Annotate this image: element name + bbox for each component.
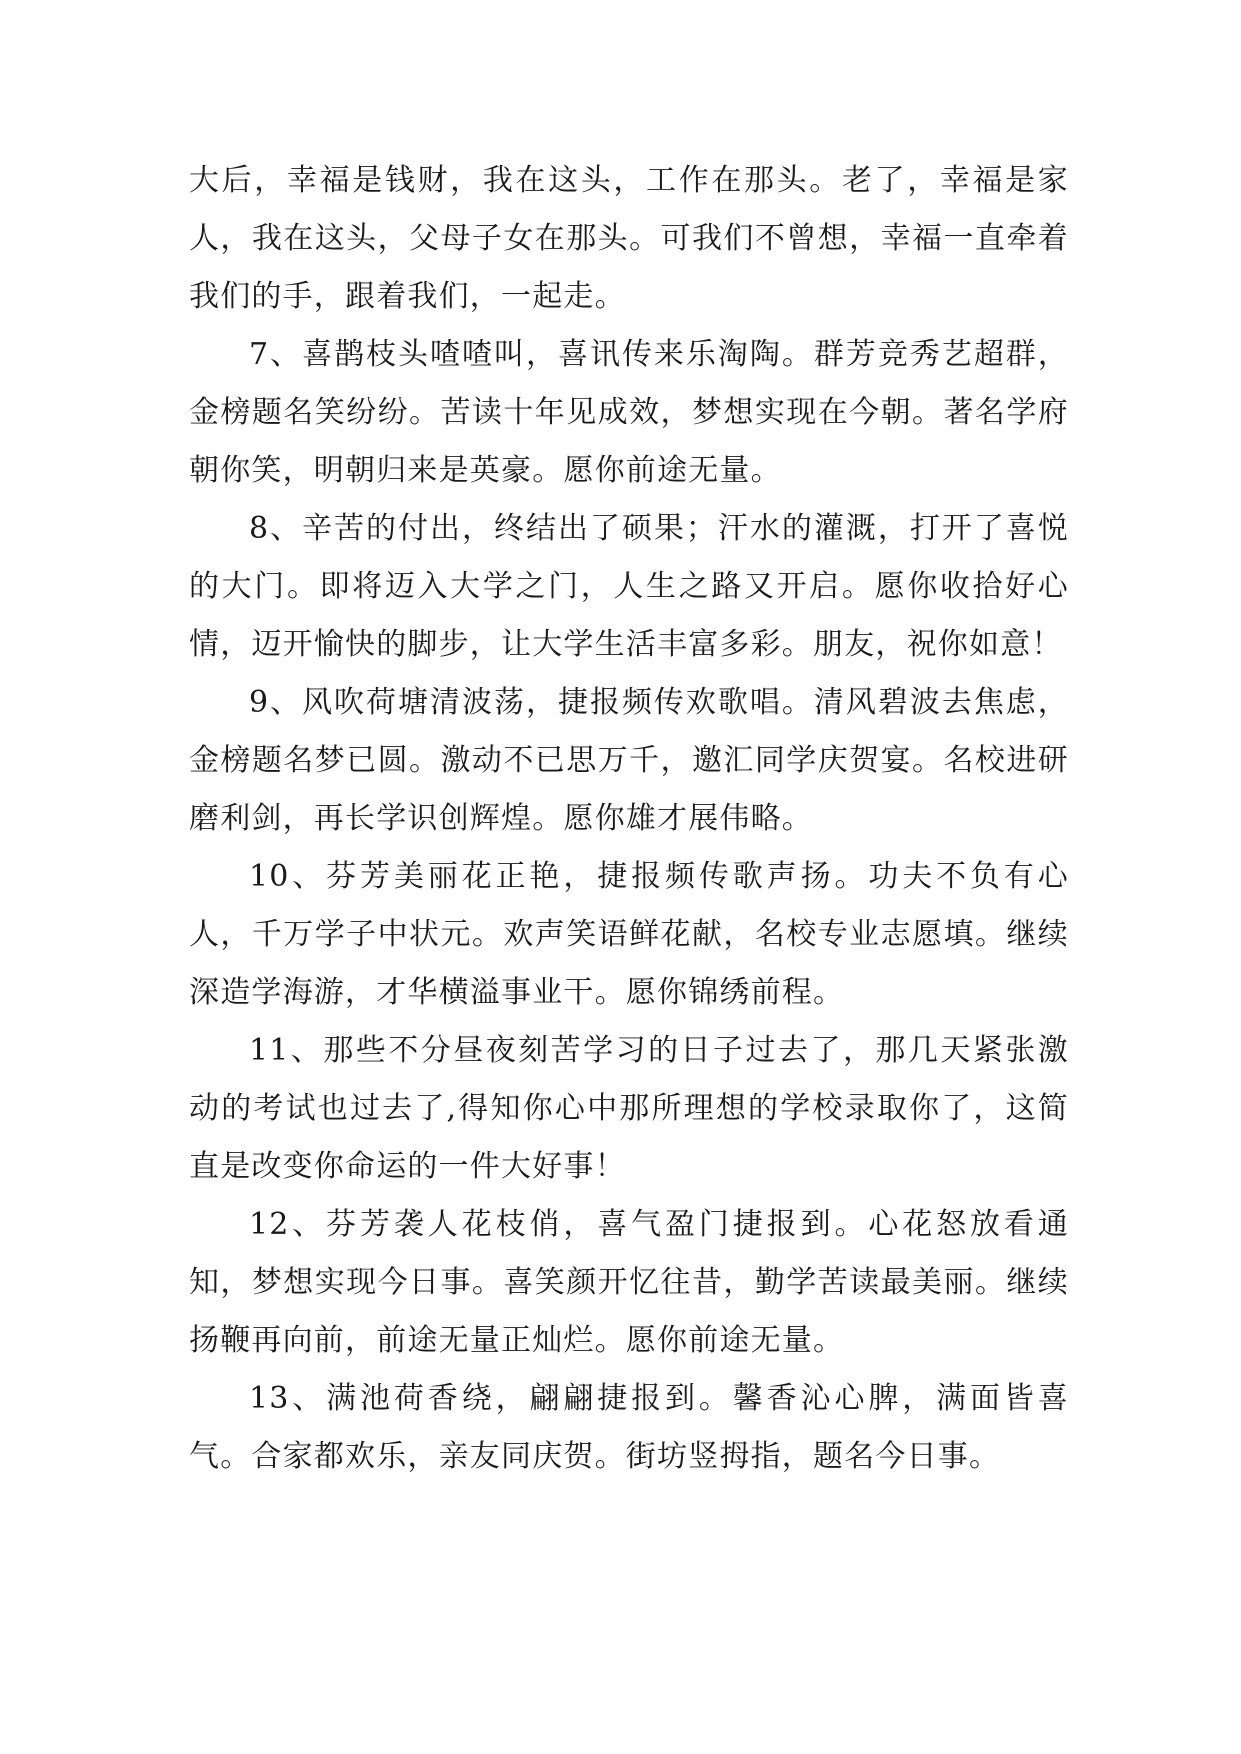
paragraph-item-11: 11、那些不分昼夜刻苦学习的日子过去了，那几天紧张激动的考试也过去了,得知你心中那所理想的学校录取你了，这简直是改变你命运的一件大好事！ xyxy=(189,1033,1069,1184)
paragraph-continuation: 大后，幸福是钱财，我在这头，工作在那头。老了，幸福是家人，我在这头，父母子女在那头。可我们不曾想，幸福一直牵着我们的手，跟着我们，一起走。 xyxy=(189,163,1069,314)
paragraph-item-10: 10、芬芳美丽花正艳，捷报频传歌声扬。功夫不负有心人，千万学子中状元。欢声笑语鲜花献，名校专业志愿填。继续深造学海游，才华横溢事业干。愿你锦绣前程。 xyxy=(189,859,1069,1010)
document-body xyxy=(189,152,1069,1486)
paragraph-item-8: 8、辛苦的付出，终结出了硕果；汗水的灌溉，打开了喜悦的大门。即将迈入大学之门，人生之路又开启。愿你收拾好心情，迈开愉快的脚步，让大学生活丰富多彩。朋友，祝你如意！ xyxy=(189,511,1069,662)
paragraph-item-13: 13、满池荷香绕，翩翩捷报到。馨香沁心脾，满面皆喜气。合家都欢乐，亲友同庆贺。街坊竖拇指，题名今日事。 xyxy=(189,1381,1069,1474)
paragraph-item-12: 12、芬芳袭人花枝俏，喜气盈门捷报到。心花怒放看通知，梦想实现今日事。喜笑颜开忆往昔，勤学苦读最美丽。继续扬鞭再向前，前途无量正灿烂。愿你前途无量。 xyxy=(189,1207,1069,1358)
paragraph-item-7: 7、喜鹊枝头喳喳叫，喜讯传来乐淘陶。群芳竞秀艺超群，金榜题名笑纷纷。苦读十年见成效，梦想实现在今朝。著名学府朝你笑，明朝归来是英豪。愿你前途无量。 xyxy=(189,337,1069,488)
paragraph-item-9: 9、风吹荷塘清波荡，捷报频传欢歌唱。清风碧波去焦虑，金榜题名梦已圆。激动不已思万千，邀汇同学庆贺宴。名校进研磨利剑，再长学识创辉煌。愿你雄才展伟略。 xyxy=(189,685,1069,836)
